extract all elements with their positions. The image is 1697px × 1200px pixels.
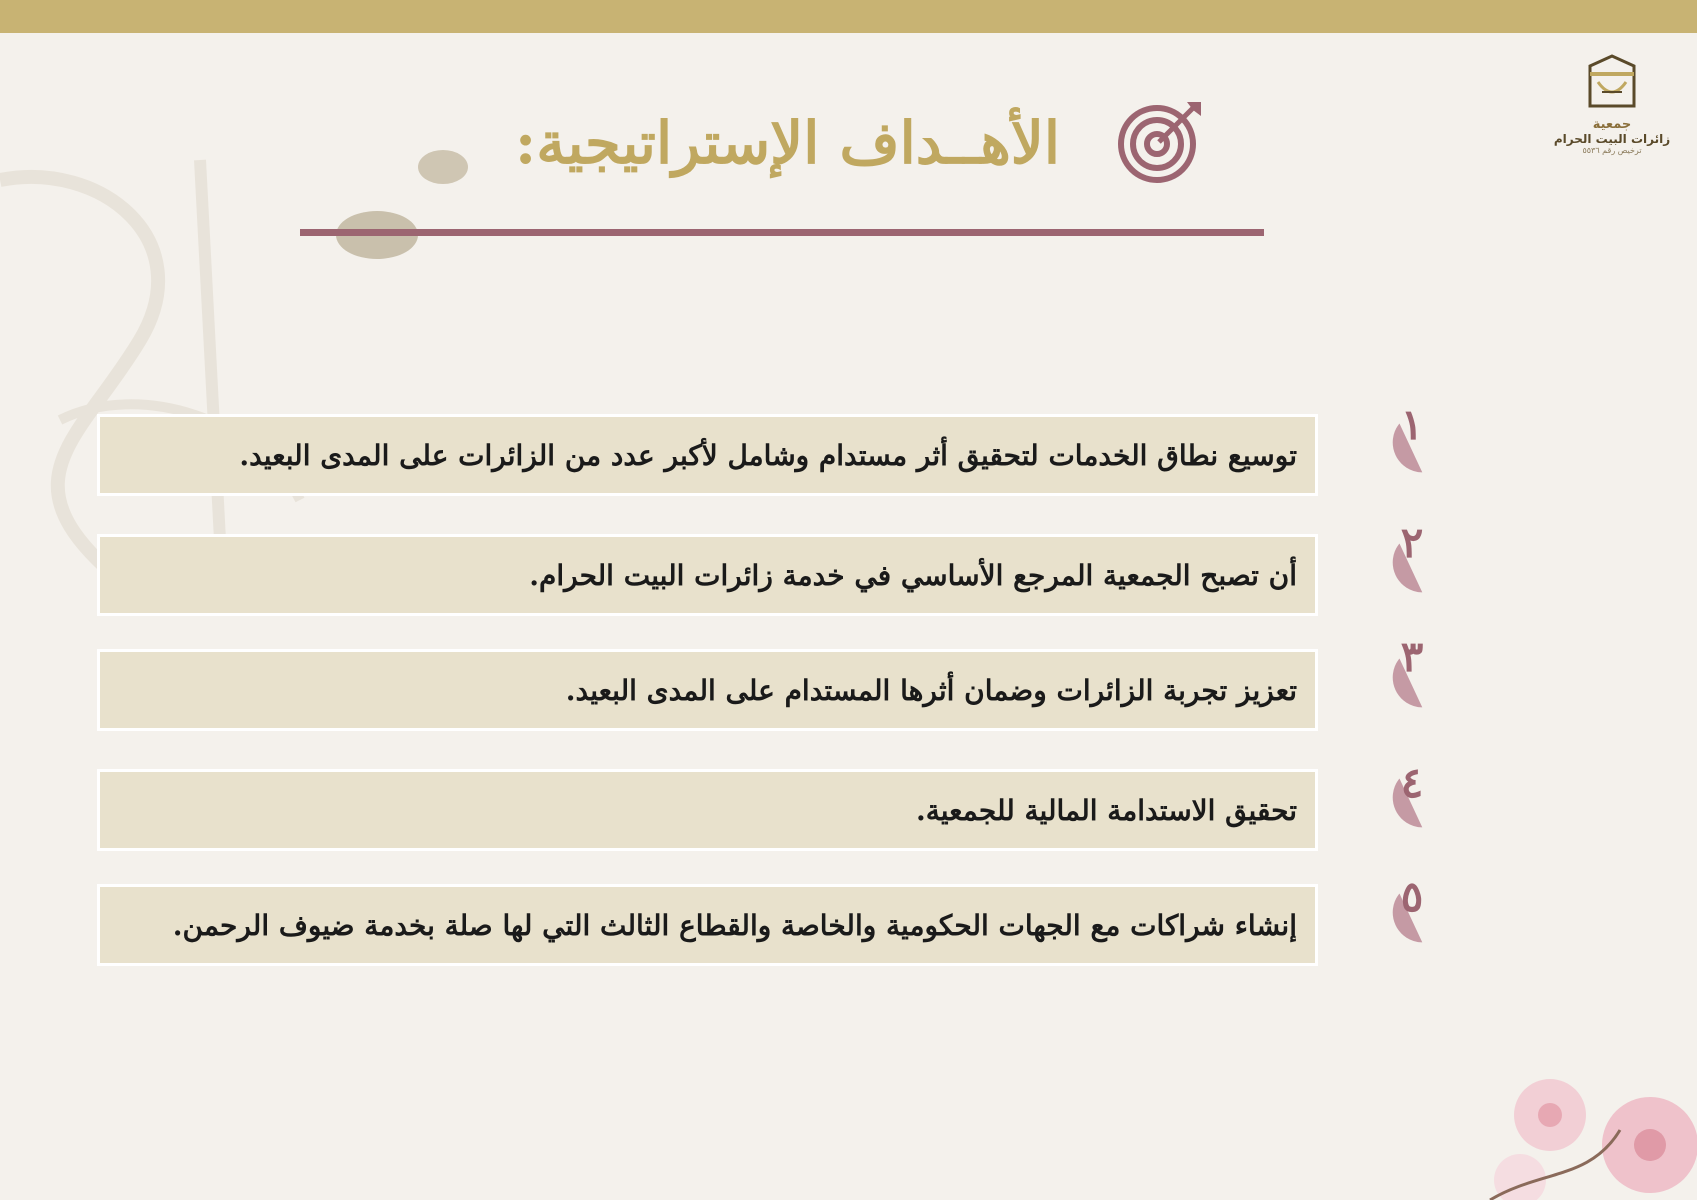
goal-item-2: أن تصبح الجمعية المرجع الأساسي في خدمة زائرات البيت الحرام. bbox=[97, 534, 1318, 616]
logo-line-2: زائرات البيت الحرام bbox=[1553, 132, 1671, 146]
goal-number-3: ٣ bbox=[1400, 632, 1424, 681]
goal-item-1: توسيع نطاق الخدمات لتحقيق أثر مستدام وشامل لأكبر عدد من الزائرات على المدى البعيد. bbox=[97, 414, 1318, 496]
page-title: الأهــداف الإستراتيجية: bbox=[514, 109, 1060, 177]
goal-number-2: ٢ bbox=[1400, 518, 1424, 567]
target-icon bbox=[1117, 98, 1205, 186]
goal-number-4: ٤ bbox=[1400, 758, 1424, 807]
goal-item-3: تعزيز تجربة الزائرات وضمان أثرها المستدام على المدى البعيد. bbox=[97, 649, 1318, 731]
logo-line-3: ترخيص رقم ٥٥٣٦ bbox=[1582, 146, 1642, 155]
flowers-decoration bbox=[1480, 1060, 1697, 1200]
association-logo bbox=[1552, 52, 1672, 164]
title-underline bbox=[300, 229, 1264, 236]
kaaba-logo-icon bbox=[1584, 52, 1640, 112]
goal-number-5: ٥ bbox=[1400, 872, 1424, 921]
logo-line-1: جمعية bbox=[1592, 117, 1632, 132]
goal-item-5: إنشاء شراكات مع الجهات الحكومية والخاصة والقطاع الثالث التي لها صلة بخدمة ضيوف الرحمن. bbox=[97, 884, 1318, 966]
goal-number-1: ١ bbox=[1400, 400, 1424, 449]
top-gold-bar bbox=[0, 0, 1697, 33]
goal-item-4: تحقيق الاستدامة المالية للجمعية. bbox=[97, 769, 1318, 851]
